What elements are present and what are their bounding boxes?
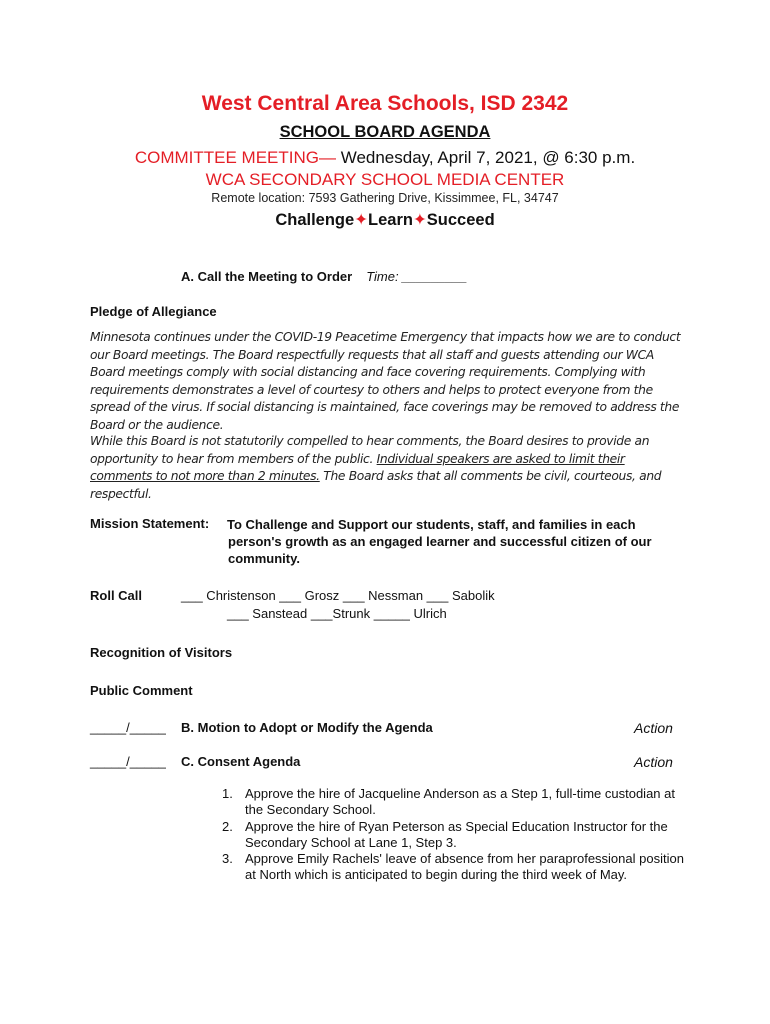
list-text: Approve the hire of Ryan Peterson as Special Education Instructor for the Secondary School at Lane 1, Step 3.	[245, 818, 668, 850]
roll-call-line-1: ___ Christenson ___ Grosz ___ Nessman ___ Sabolik	[181, 588, 495, 603]
covid-paragraph: Minnesota continues under the COVID-19 Peacetime Emergency that impacts how we are to conduct our Board meetings. The Board respectfully requests that all staff and guests attending our WCA Board meetings comply with social distancing and face covering requirements. Complying with requirements demonstrates a level of courtesy to others and helps to protect everyone from the spread of the virus. If social distancing is maintained, face coverings may be removed to address the Board or the audience.	[90, 330, 681, 432]
remote-location: Remote location: 7593 Gathering Drive, Kissimmee, FL, 34747	[211, 191, 559, 205]
recognition-heading: Recognition of Visitors	[90, 645, 233, 660]
consent-list	[222, 786, 692, 884]
list-text: Approve the hire of Jacqueline Anderson as a Step 1, full-time custodian at the Secondary School.	[245, 786, 675, 818]
list-number: 1.	[222, 786, 233, 801]
comments-closing: The Board asks that all comments be civil, courteous, and respectful.	[90, 469, 662, 501]
list-text: Approve Emily Rachels' leave of absence from her paraprofessional position at North which is anticipated to begin during the third week of May.	[245, 851, 684, 883]
mission-rest: person's growth as an engaged learner and successful citizen of our community.	[228, 534, 652, 566]
list-number: 3.	[222, 851, 233, 867]
public-comment-heading: Public Comment	[90, 683, 193, 698]
meeting-location: WCA SECONDARY SCHOOL MEDIA CENTER	[205, 170, 565, 189]
motto-word-challenge: Challenge	[275, 211, 355, 229]
star-icon: ✦	[354, 211, 369, 229]
comments-limit: Individual speakers are asked to limit their comments to not more than 2 minutes.	[90, 451, 625, 484]
action-label-b: Action	[634, 720, 673, 736]
list-item	[222, 819, 692, 852]
comments-paragraph	[90, 433, 690, 503]
motion-blank-b: _____/_____	[90, 720, 166, 735]
mission-line1: To Challenge and Support our students, staff, and families in each	[227, 517, 636, 532]
list-number: 2.	[222, 818, 233, 834]
motion-blank-c: _____/_____	[90, 754, 166, 769]
roll-call-line-2: ___ Sanstead ___Strunk _____ Ulrich	[227, 606, 447, 621]
agenda-subtitle: SCHOOL BOARD AGENDA	[279, 123, 491, 141]
action-label-c: Action	[634, 754, 673, 770]
committee-meeting-line	[0, 148, 770, 168]
committee-label: COMMITTEE MEETING—	[134, 148, 336, 167]
agenda-item-a	[181, 269, 467, 284]
motto	[0, 210, 770, 230]
roll-call-label: Roll Call	[90, 588, 143, 603]
agenda-item-c: C. Consent Agenda	[181, 754, 301, 769]
pledge-heading: Pledge of Allegiance	[90, 304, 217, 319]
star-icon: ✦	[412, 211, 427, 229]
list-item	[222, 851, 692, 884]
motto-word-succeed: Succeed	[426, 211, 495, 229]
mission-statement	[227, 516, 687, 567]
item-a-time: Time: _________	[366, 269, 468, 284]
comments-intro: While this Board is not statutorily compelled to hear comments, the Board desires to provide an opportunity to hear from members of the public.	[90, 434, 650, 466]
page-title: West Central Area Schools, ISD 2342	[201, 92, 569, 115]
mission-label: Mission Statement:	[90, 516, 210, 531]
meeting-date: Wednesday, April 7, 2021, @ 6:30 p.m.	[335, 148, 636, 167]
list-item	[222, 786, 692, 819]
motto-word-learn: Learn	[368, 211, 413, 229]
item-a-label: A. Call the Meeting to Order	[181, 269, 353, 284]
agenda-item-b: B. Motion to Adopt or Modify the Agenda	[181, 720, 433, 735]
